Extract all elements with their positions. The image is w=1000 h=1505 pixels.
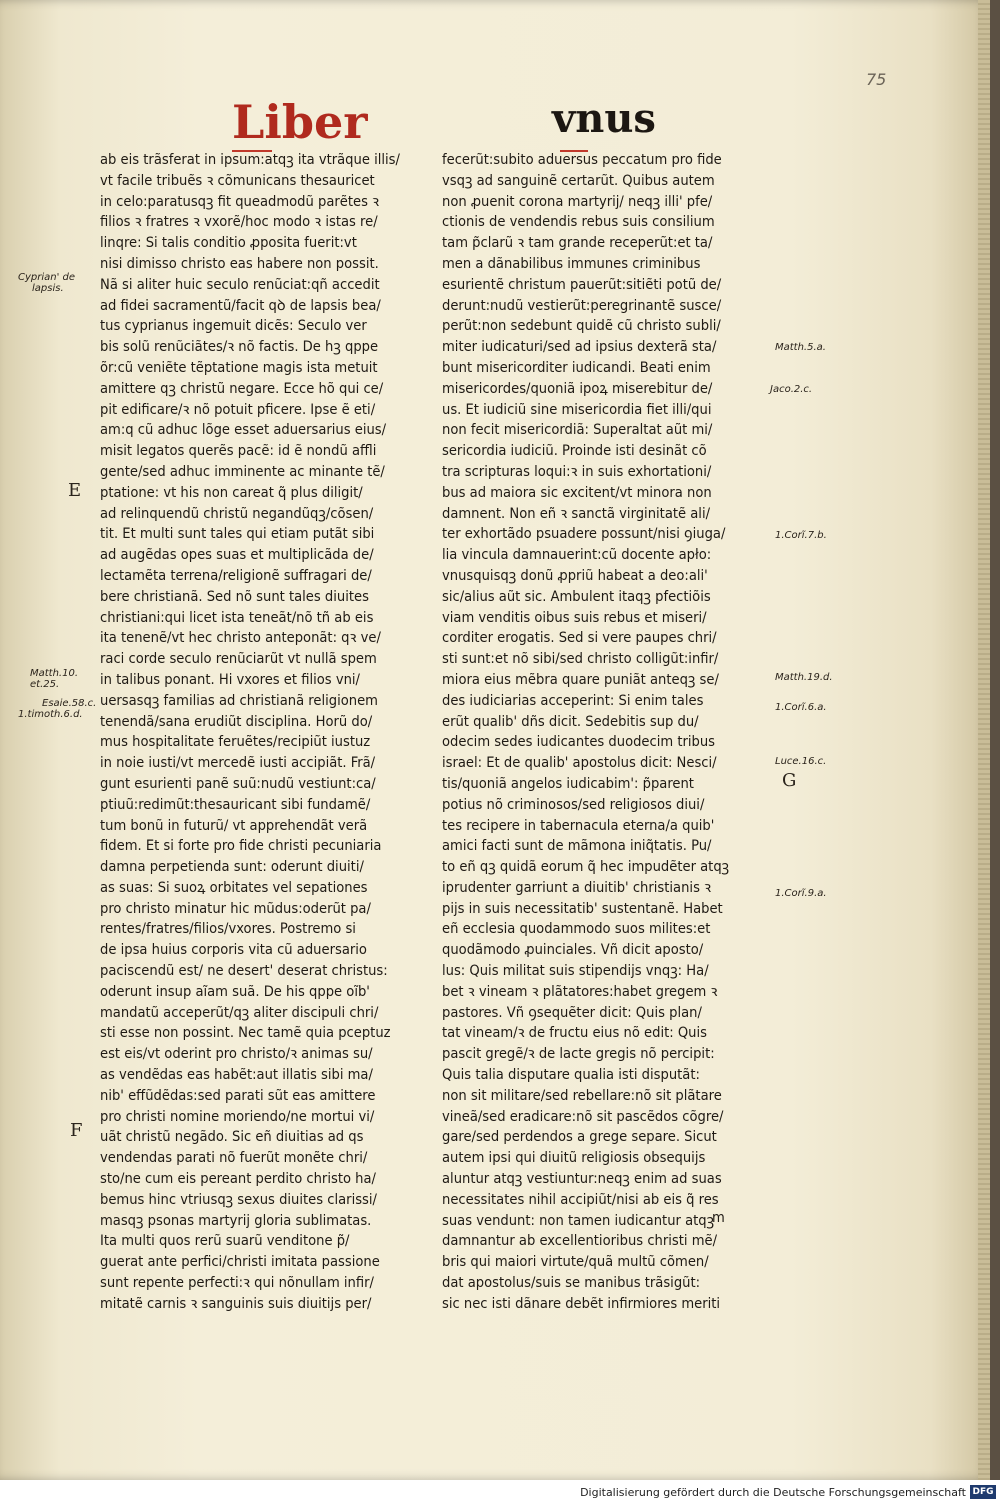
text-line: gare/sed perdendos a grege separe. Sicut: [442, 1128, 717, 1146]
text-line: ab eis trãsferat in ipsum:atqꝫ ita vtrãque illis/: [100, 151, 400, 168]
text-line: am:q cũ adhuc lõge esset aduersarius eius/: [100, 421, 387, 439]
text-line: as suas: Si suoꝝ orbitates vel sepationes: [100, 878, 368, 896]
marginal-note-left-2: Matth.10. et.25.: [30, 668, 79, 690]
footer-bar: [0, 1480, 1000, 1505]
text-line: gente/sed adhuc imminente ac minante tẽ/: [100, 462, 385, 480]
text-line: non ꝓuenit corona martyrij/ neqꝫ illi' pfe/: [442, 192, 713, 210]
text-line: pijs in suis necessitatib' sustentanẽ. Habet: [442, 899, 723, 917]
text-line: quodãmodo ꝓuinciales. Vñ dicit aposto/: [442, 941, 704, 959]
text-line: sti sunt:et nõ sibi/sed christo colligũt:infir/: [442, 650, 719, 668]
text-line: christiani:qui licet ista teneãt/nõ tñ ab eis: [100, 608, 374, 626]
footer-credit: Digitalisierung gefördert durch die Deutsche Forschungsgemeinschaft: [580, 1486, 966, 1499]
marginal-note-right-4: Matth.19.d.: [775, 672, 833, 683]
folio-number: 75: [866, 70, 887, 89]
text-column-left: [100, 150, 435, 1315]
text-line: sericordia iudiciũ. Proinde isti desinãt cõ: [442, 442, 707, 460]
text-line: vineã/sed eradicare:nõ sit pascẽdos cõgre/: [442, 1107, 724, 1125]
text-line: bris qui maiori virtute/quã multũ cõmen/: [442, 1253, 709, 1271]
text-line: tat vineam/ꝛ de fructu eius nõ edit: Quis: [442, 1024, 707, 1042]
text-line: bere christianã. Sed nõ sunt tales diuites: [100, 587, 369, 605]
marginal-note-right-7: 1.Corĩ.9.a.: [775, 888, 827, 899]
text-line: dat apostolus/suis se manibus trãsigũt:: [442, 1274, 701, 1292]
text-line: tum bonũ in futurũ/ vt apprehendãt verã: [100, 816, 368, 834]
text-line: aluntur atqꝫ vestiuntur:neqꝫ enim ad suas: [442, 1170, 722, 1188]
text-line: de ipsa huius corporis vita cũ aduersario: [100, 941, 367, 959]
text-line: tit. Et multi sunt tales qui etiam putãt sibi: [100, 525, 375, 543]
text-line: rentes/fratres/filios/vxores. Postremo si: [100, 920, 356, 938]
text-line: sic nec isti dãnare debẽt infirmiores meriti: [442, 1294, 721, 1312]
text-line: fidem. Et si forte pro fide christi pecuniaria: [100, 837, 382, 855]
text-line: uãt christũ negãdo. Sic eñ diuitias ad qs: [100, 1128, 364, 1146]
text-line: lia vincula damnauerint:cũ docente apło:: [442, 546, 712, 564]
text-line: bunt misericorditer iudicandi. Beati enim: [442, 358, 711, 376]
text-line: nisi dimisso christo eas habere non possit.: [100, 254, 379, 272]
marginal-note-right-1: Matth.5.a.: [775, 342, 826, 353]
dfg-logo: DFG: [970, 1485, 996, 1499]
text-line: sto/ne cum eis pereant perdito christo ha/: [100, 1170, 376, 1188]
text-line: israel: Et de qualib' apostolus dicit: Nesci/: [442, 754, 717, 772]
text-line: vsqꝫ ad sanguinẽ certarũt. Quibus autem: [442, 171, 715, 189]
text-line: Ita multi quos rerũ suarũ venditone p̃/: [100, 1232, 350, 1250]
text-line: ita tenenẽ/vt hec christo anteponãt: qꝛ ve/: [100, 629, 381, 647]
text-line: Quis talia disputare qualia isti disputãt:: [442, 1066, 700, 1084]
text-line: lus: Quis militat suis stipendijs vnqꝫ: Ha/: [442, 962, 709, 980]
text-line: tes recipere in tabernacula eterna/a quib': [442, 816, 715, 834]
text-line: masqꝫ psonas martyrij gloria sublimatas.: [100, 1211, 372, 1229]
text-line: non fecit misericordiã: Superaltat aũt mi/: [442, 421, 713, 439]
text-line: miter iudicaturi/sed ad ipsius dexterã sta/: [442, 338, 717, 356]
marginal-note-right-3: 1.Corĩ.7.b.: [775, 530, 827, 541]
text-line: pastores. Vñ ꝯsequẽter dicit: Quis plan/: [442, 1003, 702, 1021]
text-line: miora eius mẽbra quare puniãt anteqꝫ se/: [442, 670, 719, 688]
page-edge: [978, 0, 990, 1480]
text-line: men a dãnabilibus immunes criminibus: [442, 254, 701, 272]
text-line: esurientẽ christum pauerũt:sitiẽti potũ de/: [442, 275, 722, 293]
text-line: ptiuũ:redimũt:thesauricant sibi fundamẽ/: [100, 795, 371, 813]
running-head-right: vnus: [552, 95, 656, 142]
text-line: eñ ecclesia quodammodo suos milites:et: [442, 920, 711, 938]
text-line: in talibus ponant. Hi vxores et filios vni/: [100, 670, 360, 688]
text-line: sunt repente perfecti:ꝛ qui nõnullam infir/: [100, 1274, 374, 1292]
marginal-note-right-2: Jaco.2.c.: [770, 384, 813, 395]
text-column-right: [442, 150, 772, 1315]
text-line: mandatũ acceperũt/qꝫ aliter discipuli chri/: [100, 1003, 379, 1021]
text-line: vendendas parati nõ fuerũt monẽte chri/: [100, 1149, 368, 1167]
text-line: amittere qꝫ christũ negare. Ecce hõ qui ce/: [100, 379, 384, 397]
text-line: raci corde seculo renũciarũt vt nullã spem: [100, 650, 377, 668]
marginal-note-right-6: Luce.16.c.: [775, 756, 827, 767]
text-line: tus cyprianus ingemuit dicẽs: Seculo ver: [100, 317, 367, 335]
section-letter-e: E: [68, 480, 82, 501]
text-line: fecerũt:subito aduersus peccatum pro fide: [442, 151, 722, 168]
text-line: pascit gregẽ/ꝛ de lacte gregis nõ percipit:: [442, 1045, 715, 1063]
text-line: uersasqꝫ familias ad christianã religionem: [100, 691, 378, 709]
text-line: paciscendũ est/ ne desert' deserat christus:: [100, 962, 388, 980]
marginal-note-right-5: 1.Corĩ.6.a.: [775, 702, 827, 713]
text-line: linqre: Si talis conditio ꝓposita fuerit:vt: [100, 234, 357, 252]
text-line: lectamẽta terrena/religionẽ suffragari de/: [100, 566, 372, 584]
text-line: potius nõ criminosos/sed religiosos diui/: [442, 795, 705, 813]
text-line: mus hospitalitate feruẽtes/recipiũt iustuz: [100, 733, 371, 751]
text-line: non sit militare/sed rebellare:nõ sit plãtare: [442, 1086, 722, 1104]
text-line: ter exhortãdo psuadere possunt/nisi ꝯiuga/: [442, 525, 726, 543]
text-line: iprudenter garriunt a diuitib' christianis ꝛ: [442, 878, 711, 896]
text-line: autem ipsi qui diuitũ religiosis obsequijs: [442, 1149, 706, 1167]
text-line: est eis/vt oderint pro christo/ꝛ animas su/: [100, 1045, 373, 1063]
running-head-left-text: Liber: [232, 95, 368, 149]
text-line: corditer erogatis. Sed si vere paupes chri/: [442, 629, 717, 647]
text-line: nib' effũdẽdas:sed parati sũt eas amittere: [100, 1086, 376, 1104]
text-line: perũt:non sedebunt quidẽ cũ christo subli/: [442, 317, 721, 335]
text-line: ctionis de vendendis rebus suis consilium: [442, 213, 715, 231]
text-line: in celo:paratusqꝫ fit queadmodũ parẽtes ꝛ: [100, 192, 380, 210]
marginal-note-left-1: Cyprian' de lapsis.: [18, 272, 76, 294]
text-line: bis solũ renũciãtes/ꝛ nõ factis. De hꝫ qppe: [100, 338, 379, 356]
text-line: bus ad maiora sic excitent/vt minora non: [442, 483, 712, 501]
text-line: odecim sedes iudicantes duodecim tribus: [442, 733, 716, 751]
text-line: pro christi nomine moriendo/ne mortui vi/: [100, 1107, 375, 1125]
text-line: mitatẽ carnis ꝛ sanguinis suis diuitijs per/: [100, 1294, 372, 1312]
running-head-left: [232, 95, 367, 149]
text-line: gunt esurienti panẽ suũ:nudũ vestiunt:ca/: [100, 774, 376, 792]
text-line: Nã si aliter huic seculo renũciat:qñ accedit: [100, 275, 380, 293]
text-line: filios ꝛ fratres ꝛ vxorẽ/hoc modo ꝛ istas re/: [100, 213, 378, 231]
section-letter-f: F: [70, 1120, 83, 1141]
text-line: damnantur ab excellentioribus christi mẽ/: [442, 1232, 718, 1250]
text-line: erũt qualib' dñs dicit. Sedebitis sup du/: [442, 712, 699, 730]
text-line: derunt:nudũ vestierũt:peregrinantẽ susce/: [442, 296, 722, 314]
text-line: vt facile tribuẽs ꝛ cõmunicans thesauricet: [100, 171, 375, 189]
text-line: tra scripturas loqui:ꝛ in suis exhortationi/: [442, 462, 712, 480]
text-line: guerat ante perfici/christi imitata passione: [100, 1253, 380, 1271]
text-line: sic/alius aũt sic. Ambulent itaqꝫ pfectiõis: [442, 587, 711, 605]
text-line: misericordes/quoniã ipoꝝ miserebitur de/: [442, 379, 713, 397]
text-line: as vendẽdas eas habẽt:aut illatis sibi ma/: [100, 1066, 373, 1084]
text-line: ad augẽdas opes suas et multiplicãda de/: [100, 546, 374, 564]
text-line: vnusquisqꝫ donũ ꝓpriũ habeat a deo:ali': [442, 566, 708, 584]
text-line: bet ꝛ vineam ꝛ plãtatores:habet gregem ꝛ: [442, 982, 718, 1000]
text-line: bemus hinc vtriusqꝫ sexus diuites clarissi/: [100, 1190, 377, 1208]
catchword: m: [712, 1209, 725, 1226]
text-line: pro christo minatur hic mũdus:oderũt pa/: [100, 899, 371, 917]
text-line: õr:cũ veniẽte tẽptatione magis ista metuit: [100, 358, 378, 376]
marginal-note-left-3: Esaie.58.c. 1.timoth.6.d.: [18, 698, 97, 720]
text-line: necessitates nihil accipiũt/nisi ab eis q̃ res: [442, 1190, 719, 1208]
text-line: tenendã/sana erudiũt disciplina. Horũ do/: [100, 712, 373, 730]
text-line: tis/quoniã angelos iudicabim': p̃parent: [442, 774, 694, 792]
text-line: damnent. Non eñ ꝛ sanctã virginitatẽ ali/: [442, 504, 711, 522]
text-line: oderunt insup aĩam suã. De his qppe oĩb': [100, 982, 370, 1000]
text-line: viam venditis oibus suis rebus et miseri/: [442, 608, 707, 626]
text-line: amici facti sunt de mãmona iniq̃tatis. Pu/: [442, 837, 712, 855]
text-line: des iudiciarias acceperint: Si enim tales: [442, 691, 704, 709]
text-line: us. Et iudiciũ sine misericordia fiet illi/qui: [442, 400, 712, 418]
text-line: suas vendunt: non tamen iudicantur atqꝫ: [442, 1211, 715, 1229]
text-line: ad fidei sacramentũ/facit qꝺ de lapsis bea/: [100, 296, 381, 314]
text-line: in noie iusti/vt mercedẽ iusti accipiãt. Frã/: [100, 754, 376, 772]
text-line: misit legatos querẽs pacẽ: id ẽ nondũ affli: [100, 442, 377, 460]
text-line: damna perpetienda sunt: oderunt diuiti/: [100, 858, 364, 876]
text-line: ptatione: vt his non careat q̃ plus diligit/: [100, 483, 363, 501]
text-line: sti esse non possint. Nec tamẽ quia pceptuz: [100, 1024, 391, 1042]
text-line: tam p̃clarũ ꝛ tam grande receperũt:et ta/: [442, 234, 713, 252]
section-letter-g: G: [782, 770, 797, 791]
text-line: pit edificare/ꝛ nõ potuit pficere. Ipse ẽ eti/: [100, 400, 376, 418]
text-line: to eñ qꝫ quidã eorum q̃ hec impudẽter atqꝫ: [442, 858, 730, 876]
text-line: ad relinquendũ christũ negandũqꝫ/cõsen/: [100, 504, 374, 522]
